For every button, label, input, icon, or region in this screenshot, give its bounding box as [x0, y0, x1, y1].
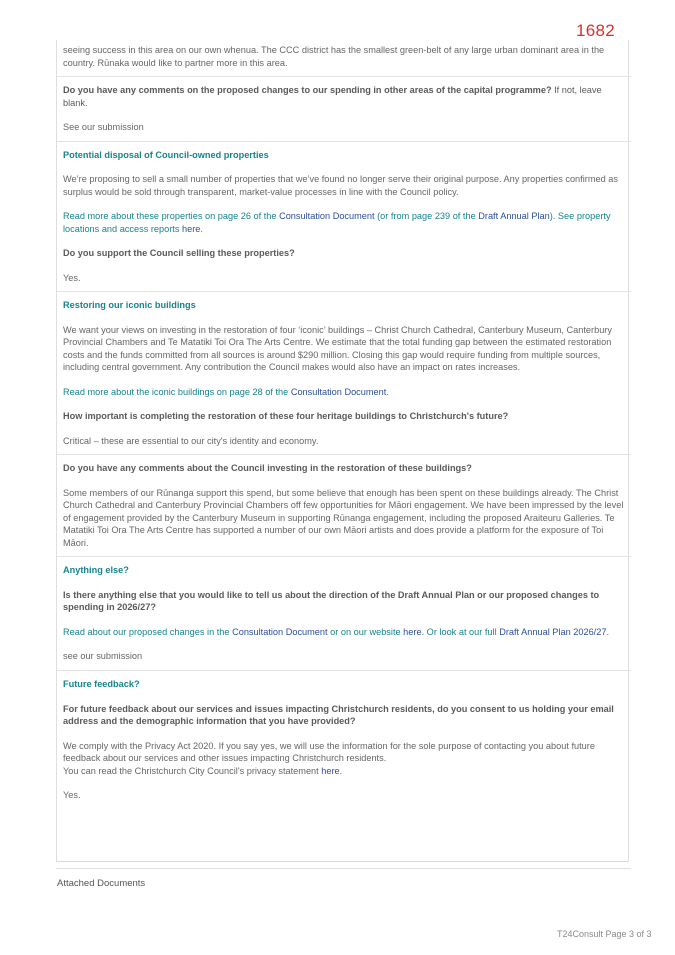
separator	[57, 556, 631, 557]
future-privacy-line	[63, 765, 625, 778]
separator	[56, 868, 631, 869]
property-reports-link[interactable]: here	[182, 223, 201, 234]
capital-question-text: Do you have any comments on the proposed changes to our spending in other areas of the capital programme?	[63, 85, 552, 96]
page-footer: T24Consult Page 3 of 3	[557, 929, 652, 939]
capital-question	[63, 84, 625, 109]
separator	[57, 141, 631, 142]
consultation-document-link[interactable]: Consultation Document	[290, 386, 387, 397]
page-number: 1682	[576, 21, 616, 40]
draft-annual-plan-link[interactable]: Draft Annual Plan	[478, 211, 550, 222]
future-question: For future feedback about our services and issues impacting Christchurch residents, do you consent to us holding your email address and the demographic information that you have provided?	[63, 703, 614, 727]
draft-annual-plan-link[interactable]: Draft Annual Plan 2026/27	[499, 626, 607, 637]
consultation-document-link[interactable]: Consultation Document	[279, 211, 375, 222]
capital-answer: See our submission	[63, 122, 144, 133]
anything-answer: see our submission	[63, 651, 143, 662]
anything-question: Is there anything else that you would like to tell us about the direction of the Draft Annual Plan or our proposed changes to spending in 2026/27?	[63, 589, 600, 613]
submission-form	[56, 40, 629, 862]
anything-link-text: or on our website	[327, 626, 404, 637]
separator	[57, 76, 631, 77]
iconic-answer-comments: Some members of our Rūnanga support this spend, but some believe that enough has been spent on these buildings already. The Christ Church Cathedral and Canterbury Provincial Chambers off few opportunities for Māori engagement. We have been impressed by the level of engagement provided by the Canterbury Museum in supporting Rūnanga engagement, including the proposed Araiteuru Galleries. Te Matatiki Toi Ora The Arts Centre has supported a number of our own Māori artists and does provide a platform for the exposure of Toi Māori.	[63, 487, 624, 548]
iconic-heading: Restoring our iconic buildings	[63, 300, 196, 311]
intro-text: seeing success in this area on our own whenua. The CCC district has the smallest green-belt of any large urban dominant area in the country. Rūnaka would like to partner more in this area.	[63, 45, 605, 68]
disposal-question: Do you support the Council selling these properties?	[63, 248, 295, 259]
disposal-link-text: ). See property locations and access reports	[63, 211, 611, 234]
separator	[57, 670, 631, 671]
privacy-text: You can read the Christchurch City Council's privacy statement	[63, 765, 322, 776]
capital-question-note: If not, leave blank.	[63, 85, 602, 108]
iconic-question-importance: How important is completing the restoration of these four heritage buildings to Christchurch's future?	[63, 411, 509, 422]
website-link[interactable]: here	[403, 626, 422, 637]
anything-link-text: .	[606, 626, 610, 637]
disposal-link-text: .	[200, 223, 203, 234]
separator	[57, 454, 631, 455]
iconic-body: We want your views on investing in the restoration of four ‘iconic’ buildings – Christ Church Cathedral, Canterbury Museum, Canterbury Provincial Chambers and Te Matatiki Toi Ora The Arts Centre. We estimate that the total funding gap between the estimated restoration costs and the funds committed from all sources is around $290 million. Closing this gap would require funding from multiple sources, including central government. Any contribution the Council makes would also have an impact on rates increases.	[63, 324, 612, 373]
anything-heading: Anything else?	[63, 565, 129, 576]
iconic-question-comments: Do you have any comments about the Council investing in the restoration of these buildings?	[63, 463, 472, 474]
anything-link-text: Read about our proposed changes in the	[63, 626, 233, 637]
iconic-link-text: .	[386, 386, 389, 397]
attached-documents: Attached Documents	[57, 878, 146, 889]
anything-links	[63, 626, 625, 639]
disposal-link-text: Read more about these properties on page 26 of the	[63, 211, 280, 222]
future-body: We comply with the Privacy Act 2020. If you say yes, we will use the information for the sole purpose of contacting you about future feedback about our services and other issues impacting Christchurch residents.	[63, 740, 595, 764]
future-heading: Future feedback?	[63, 678, 140, 689]
privacy-text: .	[339, 765, 343, 776]
consultation-document-link[interactable]: Consultation Document	[232, 626, 328, 637]
privacy-statement-link[interactable]: here	[321, 765, 340, 776]
separator	[57, 291, 631, 292]
disposal-links	[63, 210, 625, 235]
iconic-links	[63, 386, 625, 399]
iconic-answer-importance: Critical – these are essential to our city's identity and economy.	[63, 435, 319, 446]
anything-link-text: . Or look at our full	[421, 626, 500, 637]
iconic-link-text: Read more about the iconic buildings on page 28 of the	[63, 386, 291, 397]
disposal-link-text: (or from page 239 of the	[374, 211, 479, 222]
disposal-body: We’re proposing to sell a small number of properties that we’ve found no longer serve their original purpose. Any properties confirmed as surplus would be sold through transparent, market-value processes in line with the Council policy.	[63, 174, 618, 197]
disposal-heading: Potential disposal of Council-owned properties	[63, 149, 269, 160]
disposal-answer: Yes.	[63, 272, 81, 283]
future-answer: Yes.	[63, 790, 81, 801]
